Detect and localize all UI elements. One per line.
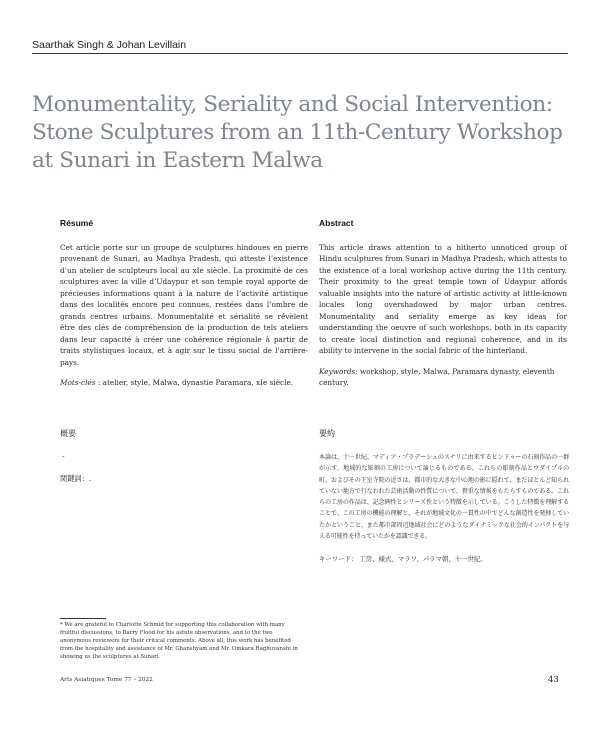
resume-keywords-list: : atelier, style, Malwa, dynastie Paramara, xIe siècle. bbox=[95, 378, 294, 387]
footnote-text: * We are grateful to Charlotte Schmid for supporting this collaboration with many fruitful discussions, to Barry Flood for his astute observations, and to the two anonymous reviewers for their critical comments. Above all, this work has benefited from the hospitality and assistance of Mr. Ghanshyam and Mr. Omkara Raghuvanshi in showing us the sculptures at Sunari. bbox=[60, 622, 298, 660]
japanese-abstract-column bbox=[319, 428, 569, 563]
abstract-column bbox=[319, 218, 567, 389]
footnote bbox=[60, 621, 298, 661]
resume-heading: Résumé bbox=[60, 218, 94, 228]
resume-keywords bbox=[60, 377, 308, 389]
resume-column bbox=[60, 218, 308, 389]
footnote-rule bbox=[60, 618, 106, 619]
article-title: Monumentality, Seriality and Social Intervention: Stone Sculptures from an 11th-Century Workshop at Sunari in Eastern Malwa bbox=[32, 92, 563, 173]
japanese-abstract-heading: 要約 bbox=[319, 429, 335, 438]
abstract-keywords-label: Keywords bbox=[319, 366, 356, 376]
chinese-abstract-body: - bbox=[62, 452, 65, 461]
abstract-keywords-list: : workshop, style, Malwa, Paramara dynasty, eleventh century. bbox=[319, 366, 555, 387]
abstract-keywords bbox=[319, 366, 567, 389]
chinese-abstract-heading: 概要 bbox=[60, 429, 76, 438]
japanese-keywords: キーワード： 工房、様式、マラワ、パラマ朝、十一世紀。 bbox=[319, 555, 487, 564]
header-rule bbox=[32, 53, 568, 54]
resume-keywords-label: Mots-clés bbox=[60, 378, 96, 387]
abstract-heading: Abstract bbox=[319, 218, 354, 228]
abstract-body: This article draws attention to a hitherto unnoticed group of Hindu sculptures from Sunari in Madhya Pradesh, which attests to the existence of a local workshop active during the 11th century. Their proximity to the great temple town of Udaypur affords valuable insights into the nature of artistic activity at little-known locales long overshadowed by major urban centres. Monumentality and seriality emerge as key ideas for understanding the oeuvre of such workshops, both in its capacity to create local distinction and regional coherence, and in its ability to intervene in the social fabric of the hinterland. bbox=[319, 242, 567, 355]
japanese-abstract-body: 本論は、十一世紀、マディア・プラデーシュのスナリに由来するヒンドゥーの石刻作品の一群が示す、地域的な彫刻の工房について論じるものである。これらの彫刻作品とウダイプルの町、およびその王室寺院の近さは、都市的な大きな中心地の影に隠れて、まだほとんど知られていない地方で行なわれた芸術活動の性質について、貴重な情報をもたらすものである。これらの工房の作品は、記念碑性とシリーズ性という特徴を示している。こうした特徴を理解することで、この工房の機能の理解と、それが地域文化の一貫性の中でどんな創造性を発揮していたかということ、また都市部周辺地域社会にどのようなダイナミックな社会的インパクトを与える可能性を持っていたかを認識できる。 bbox=[319, 454, 569, 541]
chinese-keywords: 関鍵詞：. bbox=[60, 474, 92, 483]
resume-body: Cet article porte sur un groupe de sculptures hindoues en pierre provenant de Sunari, au Madhya Pradesh, qui atteste l’existence d’un atelier de sculpteurs local au xIe siècle. La proximité de ces sculptures avec la ville d’Udaypur et son temple royal apporte de précieuses informations quant à la nature de l’activité artistique dans des localités encore peu connues, restées dans l’ombre de grands centres urbains. Monumentalité et sérialité se révèlent être des clés de compréhension de la production de tels ateliers dans leur capacité à créer une cohérence régionale à partir de traits stylistiques locaux, et à agir sur le tissu social de l’arrière-pays. bbox=[60, 242, 308, 367]
page-number: 43 bbox=[548, 675, 559, 685]
journal-footer: Arts Asiatiques Tome 77 – 2022 bbox=[60, 677, 153, 683]
running-head-authors: Saarthak Singh & Johan Levillain bbox=[32, 39, 187, 51]
